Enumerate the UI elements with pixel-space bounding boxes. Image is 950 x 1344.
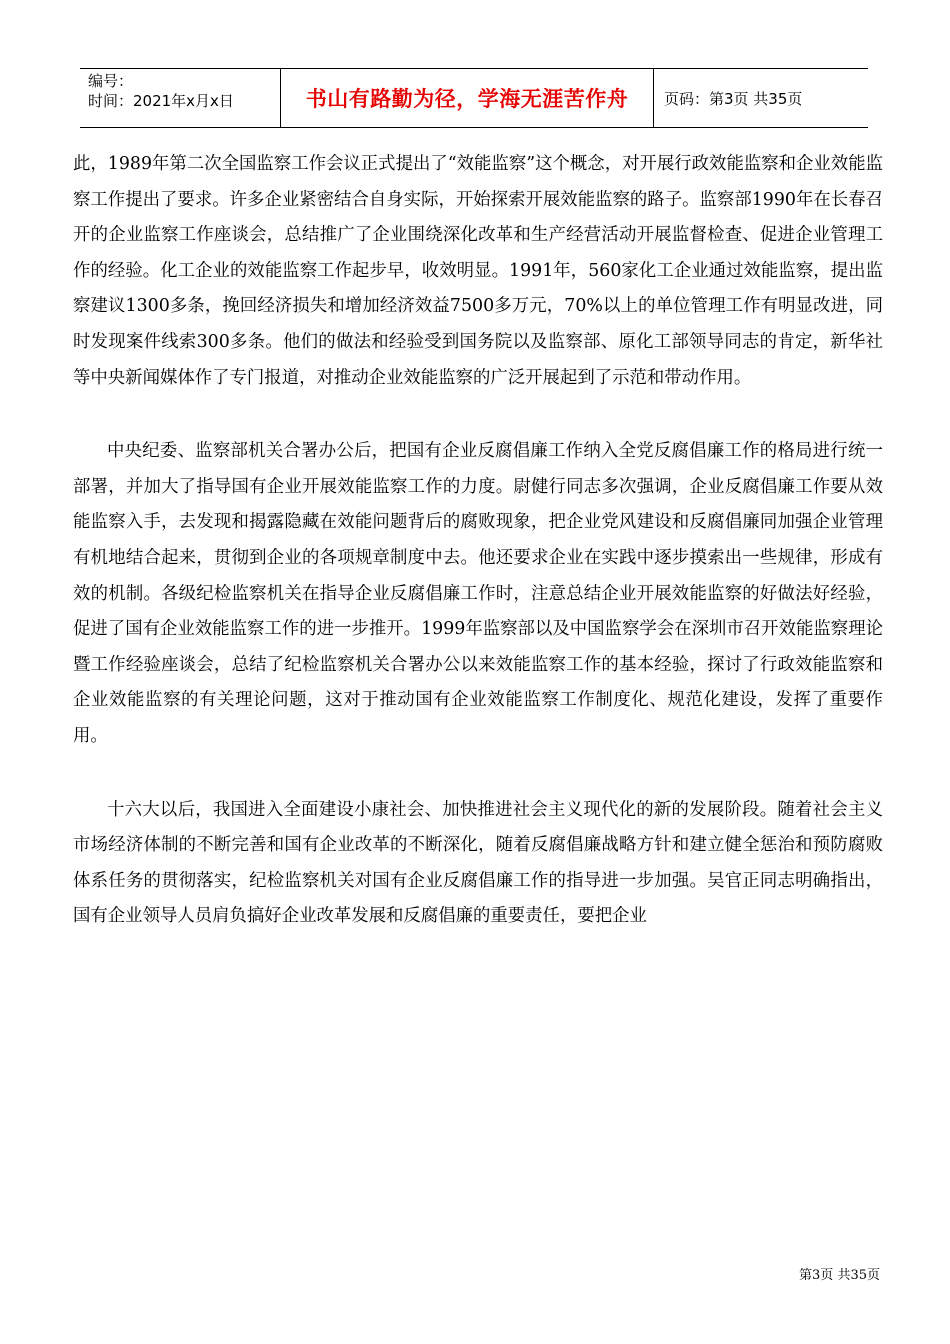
number-label: 编号： bbox=[88, 72, 134, 90]
paragraph-2: 中央纪委、监察部机关合署办公后，把国有企业反腐倡廉工作纳入全党反腐倡廉工作的格局进行统一部署，并加大了指导国有企业开展效能监察工作的力度。尉健行同志多次强调，企业反腐倡廉工作要从效能监察入手，去发现和揭露隐藏在效能问题背后的腐败现象，把企业党风建设和反腐倡廉同加强企业管理有机地结合起来，贯彻到企业的各项规章制度中去。他还要求企业在实践中逐步摸索出一些规律，形成有效的机制。各级纪检监察机关在指导企业反腐倡廉工作时，注意总结企业开展效能监察的好做法好经验，促进了国有企业效能监察工作的进一步推开。1999年监察部以及中国监察学会在深圳市召开效能监察理论暨工作经验座谈会，总结了纪检监察机关合署办公以来效能监察工作的基本经验，探讨了行政效能监察和企业效能监察的有关理论问题，这对于推动国有企业效能监察工作制度化、规范化建设，发挥了重要作用。 bbox=[73, 441, 883, 746]
paragraph-1: 此，1989年第二次全国监察工作会议正式提出了“效能监察”这个概念，对开展行政效能监察和企业效能监察工作提出了要求。许多企业紧密结合自身实际，开始探索开展效能监察的路子。监察部1990年在长春召开的企业监察工作座谈会，总结推广了企业围绕深化改革和生产经营活动开展监督检查、促进企业管理工作的经验。化工企业的效能监察工作起步早，收效明显。1991年，560家化工企业通过效能监察，提出监察建议1300多条，挽回经济损失和增加经济效益7500多万元，70%以上的单位管理工作有明显改进，同时发现案件线索300多条。他们的做法和经验受到国务院以及监察部、原化工部领导同志的肯定，新华社等中央新闻媒体作了专门报道，对推动企业效能监察的广泛开展起到了示范和带动作用。 bbox=[73, 154, 883, 388]
document-header bbox=[80, 68, 868, 128]
page-footer: 第3页 共35页 bbox=[799, 1268, 880, 1283]
time-label: 时间：2021年x月x日 bbox=[88, 92, 234, 110]
paragraph-3: 十六大以后，我国进入全面建设小康社会、加快推进社会主义现代化的新的发展阶段。随着社会主义市场经济体制的不断完善和国有企业改革的不断深化，随着反腐倡廉战略方针和建立健全惩治和预防腐败体系任务的贯彻落实，纪检监察机关对国有企业反腐倡廉工作的指导进一步加强。吴官正同志明确指出，国有企业领导人员肩负搞好企业改革发展和反腐倡廉的重要责任，要把企业 bbox=[73, 799, 883, 927]
header-motto: 书山有路勤为径，学海无涯苦作舟 bbox=[281, 69, 654, 127]
header-meta bbox=[80, 69, 281, 127]
document-body bbox=[73, 147, 883, 935]
header-page-info: 页码：第3页 共35页 bbox=[664, 89, 803, 108]
